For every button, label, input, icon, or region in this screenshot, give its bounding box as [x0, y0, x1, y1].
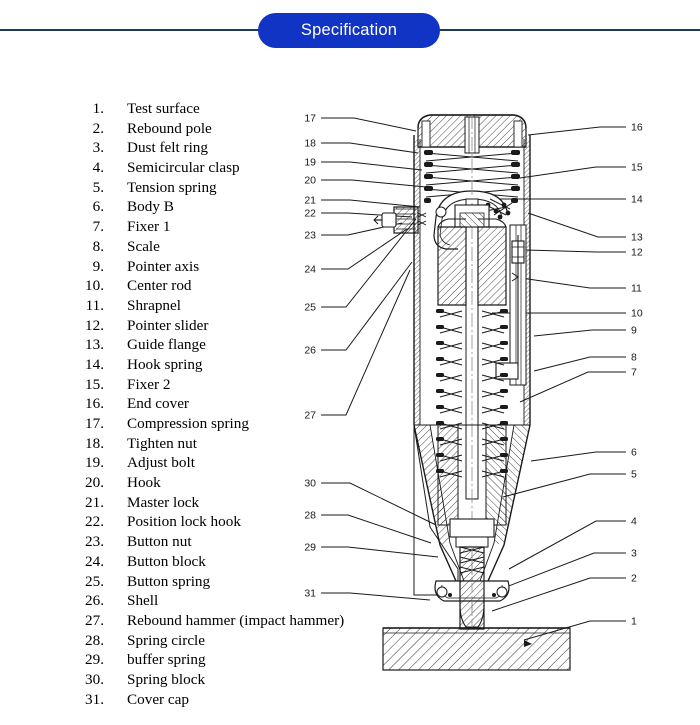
part-label: Pointer axis — [127, 257, 200, 275]
part-number: 27. — [85, 611, 104, 629]
part-number: 23. — [85, 533, 104, 551]
part-number: 11. — [85, 296, 104, 314]
callout-number-30: 30 — [304, 477, 316, 490]
part-label: Hook — [127, 474, 161, 492]
callout-number-12: 12 — [631, 246, 643, 259]
test-surface-block — [383, 628, 570, 670]
part-number: 22. — [85, 513, 104, 531]
part-label: Rebound pole — [127, 119, 212, 137]
part-number: 6. — [92, 198, 104, 216]
part-label: End cover — [127, 395, 189, 413]
callout-number-9: 9 — [631, 324, 637, 337]
callout-number-18: 18 — [304, 137, 316, 150]
part-label: Semicircular clasp — [127, 159, 240, 177]
part-label: Hook spring — [127, 355, 203, 373]
callout-number-14: 14 — [631, 193, 643, 206]
callout-number-25: 25 — [304, 301, 316, 314]
part-label: Scale — [127, 237, 160, 255]
part-label: Button block — [127, 552, 206, 570]
part-label: Spring block — [127, 670, 206, 688]
callout-number-17: 17 — [304, 112, 316, 125]
part-label: Dust felt ring — [127, 139, 208, 157]
part-number: 21. — [85, 493, 104, 511]
part-number: 7. — [92, 218, 104, 236]
part-label: Center rod — [127, 277, 192, 295]
callout-number-19: 19 — [304, 156, 316, 169]
callout-number-4: 4 — [631, 515, 637, 528]
part-number: 29. — [85, 651, 104, 669]
specification-title-pill — [258, 13, 440, 48]
part-number: 16. — [85, 395, 104, 413]
part-label: Tighten nut — [127, 434, 197, 452]
part-label: Position lock hook — [127, 513, 241, 531]
callout-number-2: 2 — [631, 572, 637, 585]
part-number: 1. — [92, 100, 104, 117]
part-number: 13. — [85, 336, 104, 354]
part-label: Shell — [127, 592, 159, 610]
callout-number-21: 21 — [304, 194, 316, 207]
callout-number-24: 24 — [304, 263, 316, 276]
callout-number-6: 6 — [631, 446, 637, 459]
part-label: Shrapnel — [127, 296, 181, 314]
part-number: 15. — [85, 375, 104, 393]
callout-number-29: 29 — [304, 541, 316, 554]
callout-number-15: 15 — [631, 161, 643, 174]
part-number: 4. — [92, 159, 104, 177]
part-number: 14. — [85, 355, 104, 373]
callout-number-3: 3 — [631, 547, 637, 560]
callout-number-20: 20 — [304, 174, 316, 187]
part-number: 17. — [85, 415, 104, 432]
part-label: Rebound hammer (impact hammer) — [127, 611, 345, 629]
callout-number-1: 1 — [631, 615, 637, 628]
callout-number-16: 16 — [631, 121, 643, 134]
callout-number-8: 8 — [631, 351, 637, 364]
part-label: Guide flange — [127, 336, 206, 354]
part-number: 30. — [85, 670, 104, 688]
part-label: Compression spring — [127, 415, 249, 432]
callout-number-31: 31 — [304, 587, 316, 600]
part-number: 24. — [85, 552, 104, 570]
callout-number-11: 11 — [631, 282, 642, 295]
part-label: buffer spring — [127, 651, 206, 669]
callout-number-23: 23 — [304, 229, 316, 242]
part-number: 26. — [85, 592, 104, 610]
part-number: 12. — [85, 316, 104, 334]
page-header — [0, 0, 700, 60]
part-label: Fixer 1 — [127, 218, 171, 236]
part-label: Body B — [127, 198, 174, 216]
callout-number-5: 5 — [631, 468, 637, 481]
part-label: Cover cap — [127, 690, 189, 708]
page-title: Specification — [300, 21, 398, 40]
part-number: 25. — [85, 572, 104, 590]
part-label: Button nut — [127, 533, 192, 551]
part-number: 20. — [85, 474, 104, 492]
part-number: 10. — [85, 277, 104, 295]
part-label: Adjust bolt — [127, 454, 195, 472]
part-number: 2. — [92, 119, 104, 137]
callout-number-7: 7 — [631, 366, 637, 379]
callout-number-27: 27 — [304, 409, 316, 422]
part-number: 5. — [92, 178, 104, 196]
part-label: Tension spring — [127, 178, 217, 196]
part-number: 31. — [85, 690, 104, 708]
part-label: Test surface — [127, 100, 200, 117]
part-number: 18. — [85, 434, 104, 452]
part-label: Master lock — [127, 493, 200, 511]
part-number: 9. — [92, 257, 104, 275]
part-label: Spring circle — [127, 631, 206, 649]
part-number: 8. — [92, 237, 104, 255]
rebound-hammer-cutaway-diagram — [290, 95, 690, 695]
part-number: 19. — [85, 454, 104, 472]
callout-number-26: 26 — [304, 344, 316, 357]
callout-number-10: 10 — [631, 307, 643, 320]
part-label: Button spring — [127, 572, 211, 590]
part-label: Fixer 2 — [127, 375, 171, 393]
part-number: 3. — [92, 139, 104, 157]
callout-number-22: 22 — [304, 207, 316, 220]
part-number: 28. — [85, 631, 104, 649]
callout-number-13: 13 — [631, 231, 643, 244]
part-label: Pointer slider — [127, 316, 209, 334]
callout-number-28: 28 — [304, 509, 316, 522]
